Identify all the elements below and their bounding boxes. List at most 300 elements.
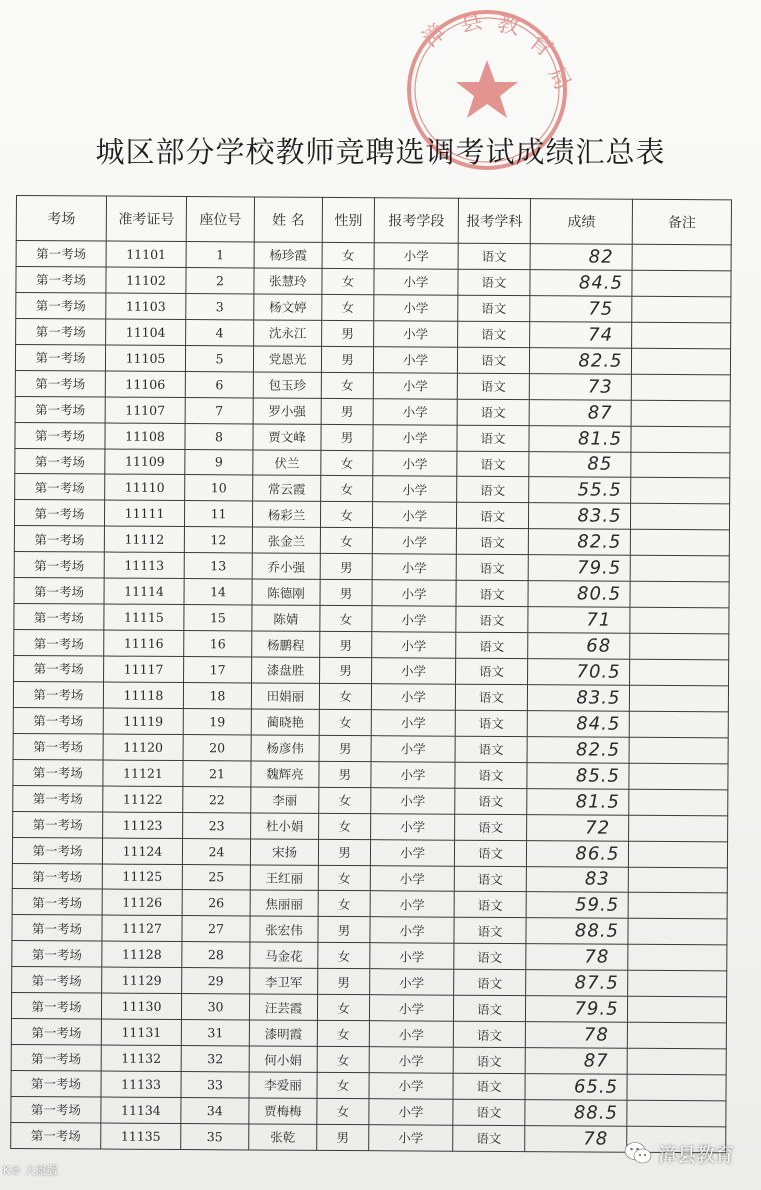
candidate-name-cell: 宋扬 bbox=[250, 839, 318, 865]
exam-room-cell: 第一考场 bbox=[14, 526, 104, 552]
column-header: 备注 bbox=[632, 199, 731, 245]
candidate-name-cell: 陈婧 bbox=[252, 605, 320, 631]
subject-cell: 语文 bbox=[453, 1021, 525, 1047]
seat-number-cell: 8 bbox=[185, 423, 253, 449]
score-cell: 75 bbox=[530, 296, 632, 323]
school-level-cell: 小学 bbox=[370, 969, 454, 995]
seat-number-cell: 3 bbox=[186, 293, 254, 319]
gender-cell: 女 bbox=[318, 865, 370, 891]
subject-cell: 语文 bbox=[457, 347, 529, 373]
candidate-name-cell: 杨彩兰 bbox=[252, 501, 320, 527]
remarks-cell bbox=[629, 815, 728, 842]
remarks-cell bbox=[630, 659, 729, 686]
remarks-cell bbox=[628, 945, 727, 972]
subject-cell: 语文 bbox=[456, 503, 528, 529]
candidate-name-cell: 王红丽 bbox=[250, 864, 318, 890]
ticket-number-cell: 11110 bbox=[105, 474, 185, 500]
gender-cell: 女 bbox=[320, 502, 372, 528]
svg-text:教: 教 bbox=[494, 11, 522, 41]
ticket-number-cell: 11120 bbox=[103, 734, 183, 760]
ticket-number-cell: 11128 bbox=[102, 941, 182, 967]
subject-cell: 语文 bbox=[456, 658, 528, 684]
remarks-cell bbox=[629, 737, 728, 764]
subject-cell: 语文 bbox=[454, 892, 526, 918]
school-level-cell: 小学 bbox=[374, 295, 458, 321]
seat-number-cell: 15 bbox=[184, 605, 252, 631]
exam-room-cell: 第一考场 bbox=[12, 863, 102, 889]
ticket-number-cell: 11114 bbox=[104, 578, 184, 604]
ticket-number-cell: 11113 bbox=[104, 552, 184, 578]
subject-cell: 语文 bbox=[456, 606, 528, 632]
ticket-number-cell: 11115 bbox=[104, 604, 184, 630]
exam-room-cell: 第一考场 bbox=[15, 474, 105, 500]
subject-cell: 语文 bbox=[454, 866, 526, 892]
column-header: 姓 名 bbox=[254, 197, 322, 242]
candidate-name-cell: 杨彦伟 bbox=[251, 735, 319, 761]
candidate-name-cell: 李爱丽 bbox=[249, 1072, 317, 1098]
column-header: 成绩 bbox=[530, 199, 632, 245]
gender-cell: 女 bbox=[317, 995, 369, 1021]
school-level-cell: 小学 bbox=[370, 865, 454, 891]
candidate-name-cell: 马金花 bbox=[250, 942, 318, 968]
candidate-name-cell: 沈永江 bbox=[254, 320, 322, 346]
exam-room-cell: 第一考场 bbox=[14, 655, 104, 681]
remarks-cell bbox=[629, 789, 728, 816]
score-cell: 82.5 bbox=[527, 736, 629, 763]
score-cell: 81.5 bbox=[527, 788, 629, 815]
score-cell: 81.5 bbox=[529, 425, 631, 452]
candidate-name-cell: 张宏伟 bbox=[250, 916, 318, 942]
school-level-cell: 小学 bbox=[372, 632, 456, 658]
column-header: 报考学段 bbox=[374, 198, 458, 244]
school-level-cell: 小学 bbox=[371, 813, 455, 839]
subject-cell: 语文 bbox=[453, 1125, 525, 1151]
exam-room-cell: 第一考场 bbox=[11, 1122, 101, 1148]
gender-cell: 男 bbox=[321, 398, 373, 424]
exam-room-cell: 第一考场 bbox=[13, 759, 103, 785]
remarks-cell bbox=[632, 322, 731, 349]
ticket-number-cell: 11129 bbox=[102, 967, 182, 993]
score-cell: 88.5 bbox=[525, 1100, 627, 1127]
seat-number-cell: 17 bbox=[184, 657, 252, 683]
seal-star-icon bbox=[456, 60, 518, 118]
school-level-cell: 小学 bbox=[373, 476, 457, 502]
score-cell: 55.5 bbox=[529, 477, 631, 504]
remarks-cell bbox=[629, 685, 728, 712]
seat-number-cell: 29 bbox=[182, 968, 250, 994]
school-level-cell: 小学 bbox=[371, 710, 455, 736]
ticket-number-cell: 11130 bbox=[101, 993, 181, 1019]
score-cell: 74 bbox=[530, 321, 632, 348]
remarks-cell bbox=[628, 867, 727, 894]
subject-cell: 语文 bbox=[458, 321, 530, 347]
ticket-number-cell: 11111 bbox=[104, 500, 184, 526]
ticket-number-cell: 11109 bbox=[105, 449, 185, 475]
remarks-cell bbox=[629, 763, 728, 790]
ticket-number-cell: 11135 bbox=[101, 1123, 181, 1149]
seat-number-cell: 20 bbox=[183, 734, 251, 760]
school-level-cell: 小学 bbox=[373, 372, 457, 398]
candidate-name-cell: 贾梅梅 bbox=[249, 1098, 317, 1124]
ticket-number-cell: 11117 bbox=[104, 656, 184, 682]
score-cell: 68 bbox=[528, 633, 630, 660]
gender-cell: 男 bbox=[318, 839, 370, 865]
subject-cell: 语文 bbox=[454, 840, 526, 866]
school-level-cell: 小学 bbox=[374, 243, 458, 269]
score-cell: 78 bbox=[525, 1126, 627, 1153]
subject-cell: 语文 bbox=[453, 1047, 525, 1073]
seat-number-cell: 18 bbox=[183, 682, 251, 708]
gender-cell: 女 bbox=[318, 891, 370, 917]
gender-cell: 男 bbox=[318, 917, 370, 943]
remarks-cell bbox=[628, 841, 727, 868]
gender-cell: 男 bbox=[318, 969, 370, 995]
exam-room-cell: 第一考场 bbox=[13, 733, 103, 759]
column-header: 报考学科 bbox=[458, 198, 530, 243]
candidate-name-cell: 陈德刚 bbox=[252, 579, 320, 605]
school-level-cell: 小学 bbox=[372, 658, 456, 684]
subject-cell: 语文 bbox=[456, 580, 528, 606]
ticket-number-cell: 11124 bbox=[102, 838, 182, 864]
school-level-cell: 小学 bbox=[372, 606, 456, 632]
school-level-cell: 小学 bbox=[374, 321, 458, 347]
gender-cell: 男 bbox=[322, 320, 374, 346]
remarks-cell bbox=[632, 296, 731, 323]
subject-cell: 语文 bbox=[457, 425, 529, 451]
seat-number-cell: 5 bbox=[185, 345, 253, 371]
table-header bbox=[16, 196, 731, 245]
seat-number-cell: 11 bbox=[184, 501, 252, 527]
ticket-number-cell: 11119 bbox=[103, 708, 183, 734]
column-header: 座位号 bbox=[186, 197, 254, 242]
svg-text:局: 局 bbox=[542, 63, 576, 95]
remarks-cell bbox=[631, 478, 730, 505]
ticket-number-cell: 11126 bbox=[102, 889, 182, 915]
score-cell: 85.5 bbox=[527, 762, 629, 789]
subject-cell: 语文 bbox=[455, 814, 527, 840]
gender-cell: 女 bbox=[320, 605, 372, 631]
seat-number-cell: 26 bbox=[182, 890, 250, 916]
score-cell: 84.5 bbox=[527, 711, 629, 738]
ticket-number-cell: 11108 bbox=[105, 423, 185, 449]
exam-room-cell: 第一考场 bbox=[12, 941, 102, 967]
gender-cell: 女 bbox=[317, 1098, 369, 1124]
school-level-cell: 小学 bbox=[371, 761, 455, 787]
seat-number-cell: 4 bbox=[186, 319, 254, 345]
score-cell: 82.5 bbox=[528, 529, 630, 556]
candidate-name-cell: 包玉珍 bbox=[253, 372, 321, 398]
score-cell: 86.5 bbox=[526, 840, 628, 867]
seat-number-cell: 23 bbox=[183, 812, 251, 838]
exam-room-cell: 第一考场 bbox=[11, 1096, 101, 1122]
ticket-number-cell: 11105 bbox=[105, 345, 185, 371]
remarks-cell bbox=[632, 244, 731, 271]
table-body bbox=[11, 241, 732, 1153]
subject-cell: 语文 bbox=[456, 554, 528, 580]
seat-number-cell: 10 bbox=[185, 475, 253, 501]
candidate-name-cell: 田娟丽 bbox=[251, 683, 319, 709]
school-level-cell: 小学 bbox=[371, 787, 455, 813]
remarks-cell bbox=[630, 607, 729, 634]
seat-number-cell: 14 bbox=[184, 579, 252, 605]
seat-number-cell: 33 bbox=[181, 1072, 249, 1098]
exam-room-cell: 第一考场 bbox=[11, 993, 101, 1019]
school-level-cell: 小学 bbox=[369, 1125, 453, 1151]
candidate-name-cell: 蔺晓艳 bbox=[251, 709, 319, 735]
wechat-icon bbox=[624, 1141, 652, 1165]
remarks-cell bbox=[628, 893, 727, 920]
gender-cell: 男 bbox=[320, 580, 372, 606]
seat-number-cell: 7 bbox=[185, 397, 253, 423]
school-level-cell: 小学 bbox=[369, 1047, 453, 1073]
remarks-cell bbox=[627, 1048, 726, 1075]
ticket-number-cell: 11125 bbox=[102, 864, 182, 890]
school-level-cell: 小学 bbox=[370, 917, 454, 943]
seat-number-cell: 19 bbox=[183, 708, 251, 734]
school-level-cell: 小学 bbox=[369, 1099, 453, 1125]
candidate-name-cell: 伏兰 bbox=[253, 449, 321, 475]
ticket-number-cell: 11122 bbox=[103, 786, 183, 812]
candidate-name-cell: 乔小强 bbox=[252, 553, 320, 579]
score-cell: 83 bbox=[526, 866, 628, 893]
gender-cell: 女 bbox=[321, 450, 373, 476]
subject-cell: 语文 bbox=[455, 762, 527, 788]
gender-cell: 女 bbox=[317, 1072, 369, 1098]
gender-cell: 男 bbox=[320, 631, 372, 657]
gender-cell: 女 bbox=[317, 1020, 369, 1046]
page-title: 城区部分学校教师竞聘选调考试成绩汇总表 bbox=[95, 135, 666, 169]
gender-cell: 女 bbox=[321, 476, 373, 502]
exam-room-cell: 第一考场 bbox=[13, 811, 103, 837]
score-cell: 79.5 bbox=[528, 555, 630, 582]
ticket-number-cell: 11102 bbox=[106, 267, 186, 293]
column-header: 准考证号 bbox=[106, 196, 186, 241]
score-cell: 82.5 bbox=[529, 347, 631, 374]
candidate-name-cell: 杨鹏程 bbox=[252, 631, 320, 657]
subject-cell: 语文 bbox=[455, 710, 527, 736]
exam-room-cell: 第一考场 bbox=[12, 967, 102, 993]
score-cell: 84.5 bbox=[530, 270, 632, 297]
exam-room-cell: 第一考场 bbox=[13, 681, 103, 707]
remarks-cell bbox=[627, 1100, 726, 1127]
gender-cell: 女 bbox=[319, 709, 371, 735]
ticket-number-cell: 11131 bbox=[101, 1019, 181, 1045]
gender-cell: 男 bbox=[319, 761, 371, 787]
remarks-cell bbox=[631, 374, 730, 401]
subject-cell: 语文 bbox=[457, 451, 529, 477]
gender-cell: 女 bbox=[322, 268, 374, 294]
gender-cell: 男 bbox=[321, 424, 373, 450]
score-cell: 65.5 bbox=[525, 1074, 627, 1101]
score-cell: 88.5 bbox=[526, 918, 628, 945]
table-row bbox=[11, 1122, 726, 1152]
candidate-name-cell: 漆盘胜 bbox=[252, 657, 320, 683]
svg-text:育: 育 bbox=[524, 29, 558, 63]
school-level-cell: 小学 bbox=[371, 735, 455, 761]
school-level-cell: 小学 bbox=[372, 502, 456, 528]
candidate-name-cell: 李卫军 bbox=[250, 968, 318, 994]
exam-room-cell: 第一考场 bbox=[13, 707, 103, 733]
candidate-name-cell: 杜小娟 bbox=[251, 813, 319, 839]
subject-cell: 语文 bbox=[456, 632, 528, 658]
seat-number-cell: 30 bbox=[181, 994, 249, 1020]
candidate-name-cell: 常云霞 bbox=[253, 475, 321, 501]
subject-cell: 语文 bbox=[454, 918, 526, 944]
ticket-number-cell: 11123 bbox=[103, 812, 183, 838]
svg-text:漳: 漳 bbox=[417, 19, 451, 53]
exam-room-cell: 第一考场 bbox=[14, 552, 104, 578]
remarks-cell bbox=[631, 348, 730, 375]
seat-number-cell: 2 bbox=[186, 267, 254, 293]
ticket-number-cell: 11104 bbox=[106, 319, 186, 345]
exam-room-cell: 第一考场 bbox=[15, 448, 105, 474]
gender-cell: 女 bbox=[322, 242, 374, 268]
seat-number-cell: 32 bbox=[181, 1046, 249, 1072]
exam-room-cell: 第一考场 bbox=[15, 396, 105, 422]
school-level-cell: 小学 bbox=[372, 528, 456, 554]
ticket-number-cell: 11112 bbox=[104, 526, 184, 552]
seat-number-cell: 13 bbox=[184, 553, 252, 579]
candidate-name-cell: 党恩光 bbox=[253, 346, 321, 372]
ticket-number-cell: 11134 bbox=[101, 1097, 181, 1123]
score-cell: 78 bbox=[526, 944, 628, 971]
score-cell: 87 bbox=[529, 399, 631, 426]
remarks-cell bbox=[629, 711, 728, 738]
score-cell: 82 bbox=[530, 244, 632, 271]
candidate-name-cell: 杨文婷 bbox=[254, 294, 322, 320]
seat-number-cell: 34 bbox=[181, 1097, 249, 1123]
score-cell: 73 bbox=[529, 373, 631, 400]
exam-room-cell: 第一考场 bbox=[12, 915, 102, 941]
school-level-cell: 小学 bbox=[371, 684, 455, 710]
exam-room-cell: 第一考场 bbox=[12, 837, 102, 863]
subject-cell: 语文 bbox=[454, 944, 526, 970]
score-cell: 71 bbox=[528, 607, 630, 634]
exam-room-cell: 第一考场 bbox=[14, 500, 104, 526]
remarks-cell bbox=[627, 996, 726, 1023]
svg-text:县: 县 bbox=[458, 8, 485, 38]
score-cell: 79.5 bbox=[525, 996, 627, 1023]
remarks-cell bbox=[631, 452, 730, 479]
remarks-cell bbox=[628, 919, 727, 946]
seat-number-cell: 35 bbox=[181, 1123, 249, 1149]
candidate-name-cell: 汪芸霞 bbox=[249, 994, 317, 1020]
subject-cell: 语文 bbox=[456, 529, 528, 555]
watermark-right bbox=[624, 1138, 734, 1168]
ticket-number-cell: 11106 bbox=[105, 371, 185, 397]
remarks-cell bbox=[630, 581, 729, 608]
watermark-left: K© 大風號 bbox=[3, 1164, 58, 1177]
gender-cell: 女 bbox=[319, 787, 371, 813]
subject-cell: 语文 bbox=[458, 243, 530, 269]
subject-cell: 语文 bbox=[453, 1073, 525, 1099]
candidate-name-cell: 何小娟 bbox=[249, 1046, 317, 1072]
seat-number-cell: 27 bbox=[182, 916, 250, 942]
candidate-name-cell: 张金兰 bbox=[252, 527, 320, 553]
seat-number-cell: 21 bbox=[183, 760, 251, 786]
remarks-cell bbox=[627, 1074, 726, 1101]
seat-number-cell: 6 bbox=[185, 371, 253, 397]
school-level-cell: 小学 bbox=[374, 269, 458, 295]
remarks-cell bbox=[630, 530, 729, 557]
school-level-cell: 小学 bbox=[372, 554, 456, 580]
ticket-number-cell: 11116 bbox=[104, 630, 184, 656]
subject-cell: 语文 bbox=[457, 373, 529, 399]
candidate-name-cell: 漆明霞 bbox=[249, 1020, 317, 1046]
gender-cell: 男 bbox=[319, 735, 371, 761]
score-cell: 87 bbox=[525, 1048, 627, 1075]
candidate-name-cell: 杨珍霞 bbox=[254, 242, 322, 268]
score-cell: 85 bbox=[529, 451, 631, 478]
ticket-number-cell: 11118 bbox=[103, 682, 183, 708]
exam-room-cell: 第一考场 bbox=[16, 266, 106, 292]
remarks-cell bbox=[630, 504, 729, 531]
exam-room-cell: 第一考场 bbox=[11, 1019, 101, 1045]
ticket-number-cell: 11101 bbox=[106, 241, 186, 267]
gender-cell: 女 bbox=[319, 683, 371, 709]
score-cell: 87.5 bbox=[526, 970, 628, 997]
exam-room-cell: 第一考场 bbox=[15, 344, 105, 370]
remarks-cell bbox=[630, 556, 729, 583]
exam-room-cell: 第一考场 bbox=[16, 241, 106, 267]
school-level-cell: 小学 bbox=[370, 891, 454, 917]
subject-cell: 语文 bbox=[455, 684, 527, 710]
subject-cell: 语文 bbox=[458, 269, 530, 295]
candidate-name-cell: 张慧玲 bbox=[254, 268, 322, 294]
school-level-cell: 小学 bbox=[373, 398, 457, 424]
gender-cell: 女 bbox=[319, 813, 371, 839]
seat-number-cell: 1 bbox=[186, 242, 254, 268]
exam-room-cell: 第一考场 bbox=[15, 422, 105, 448]
remarks-cell bbox=[632, 270, 731, 297]
score-cell: 78 bbox=[525, 1022, 627, 1049]
gender-cell: 女 bbox=[320, 528, 372, 554]
gender-cell: 男 bbox=[320, 657, 372, 683]
ticket-number-cell: 11103 bbox=[106, 293, 186, 319]
seat-number-cell: 31 bbox=[181, 1020, 249, 1046]
gender-cell: 女 bbox=[318, 943, 370, 969]
subject-cell: 语文 bbox=[454, 969, 526, 995]
ticket-number-cell: 11127 bbox=[102, 915, 182, 941]
seat-number-cell: 24 bbox=[182, 838, 250, 864]
school-level-cell: 小学 bbox=[370, 943, 454, 969]
exam-room-cell: 第一考场 bbox=[16, 318, 106, 344]
ticket-number-cell: 11121 bbox=[103, 760, 183, 786]
remarks-cell bbox=[627, 1022, 726, 1049]
exam-room-cell: 第一考场 bbox=[12, 889, 102, 915]
school-level-cell: 小学 bbox=[369, 1073, 453, 1099]
remarks-cell bbox=[631, 426, 730, 453]
subject-cell: 语文 bbox=[455, 736, 527, 762]
subject-cell: 语文 bbox=[455, 788, 527, 814]
school-level-cell: 小学 bbox=[373, 346, 457, 372]
column-header: 性别 bbox=[322, 197, 374, 242]
gender-cell: 女 bbox=[317, 1046, 369, 1072]
score-cell: 83.5 bbox=[528, 503, 630, 530]
candidate-name-cell: 魏辉亮 bbox=[251, 761, 319, 787]
gender-cell: 女 bbox=[322, 294, 374, 320]
score-cell: 80.5 bbox=[528, 581, 630, 608]
exam-room-cell: 第一考场 bbox=[15, 370, 105, 396]
score-cell: 83.5 bbox=[527, 685, 629, 712]
subject-cell: 语文 bbox=[457, 477, 529, 503]
column-header: 考场 bbox=[16, 196, 106, 242]
candidate-name-cell: 张乾 bbox=[249, 1124, 317, 1150]
ticket-number-cell: 11107 bbox=[105, 397, 185, 423]
school-level-cell: 小学 bbox=[372, 580, 456, 606]
exam-room-cell: 第一考场 bbox=[14, 630, 104, 656]
school-level-cell: 小学 bbox=[373, 424, 457, 450]
